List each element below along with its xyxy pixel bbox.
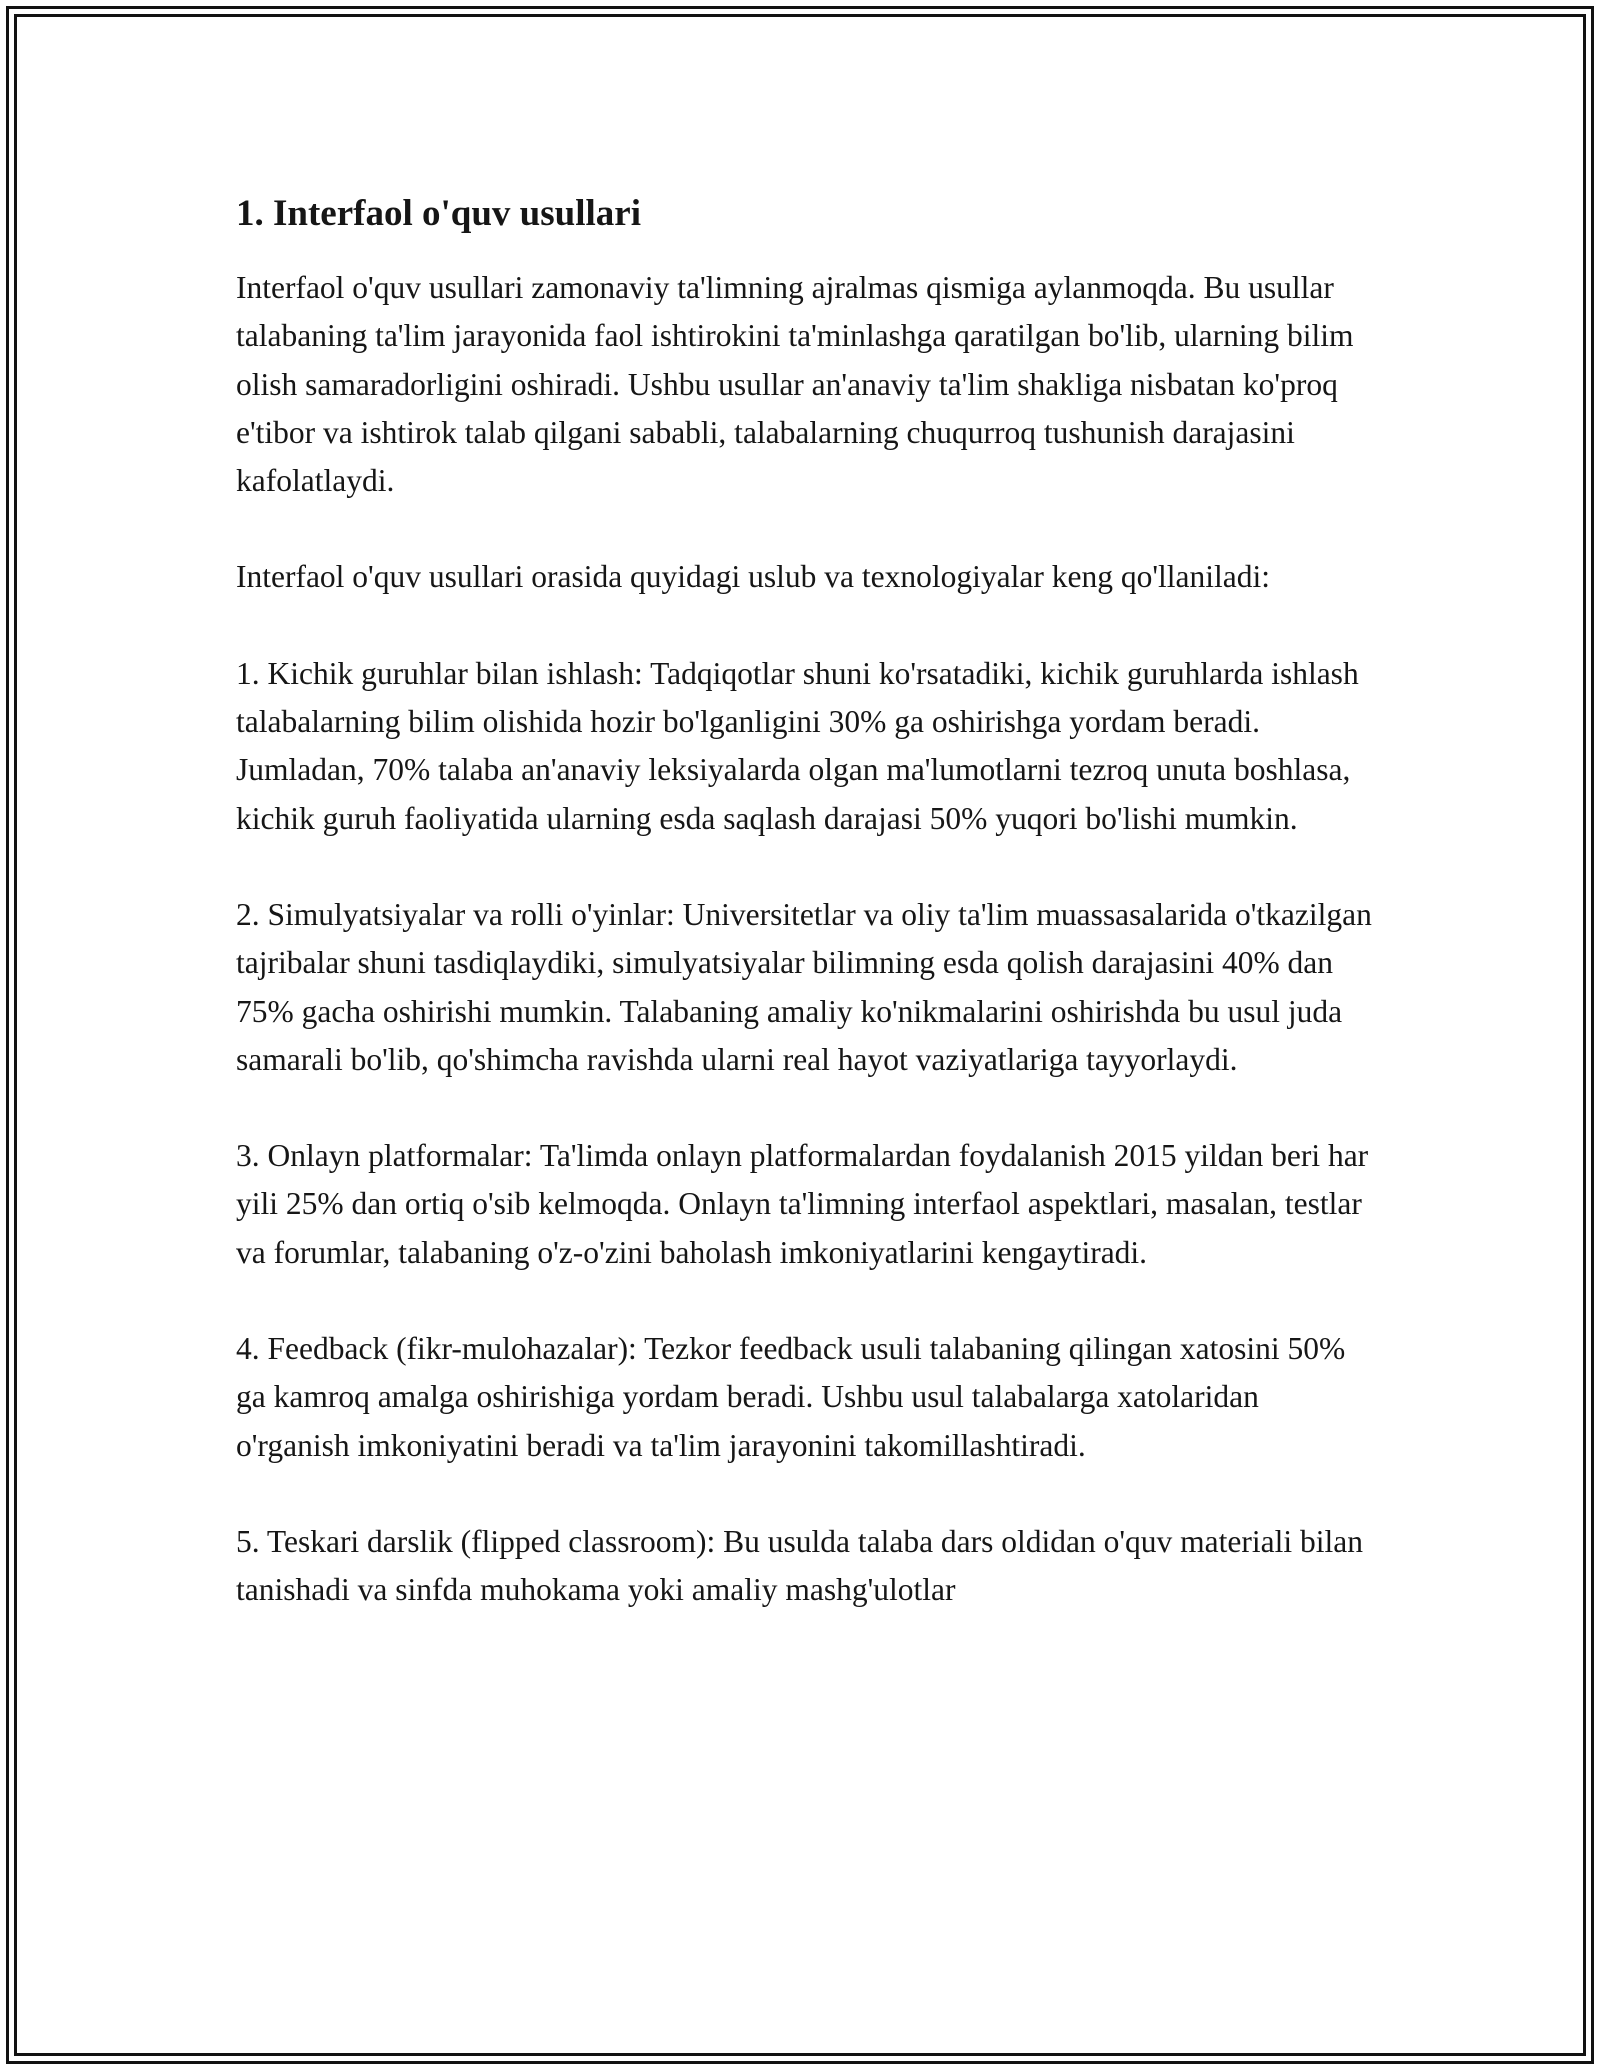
list-item-online-platforms: 3. Onlayn platformalar: Ta'limda onlayn platformalardan foydalanish 2015 yildan beri har yili 25% dan ortiq o'sib kelmoqda. Onlayn ta'limning interfaol aspektlari, masalan, testlar va forumlar, talabaning o'z-o'zini baholash imkoniyatlarini kengaytiradi. (236, 1138, 1369, 1270)
document-body (236, 188, 1376, 1615)
methods-intro-paragraph: Interfaol o'quv usullari orasida quyidagi uslub va texnologiyalar keng qo'llaniladi: (236, 559, 1270, 595)
list-item-simulations: 2. Simulyatsiyalar va rolli o'yinlar: Universitetlar va oliy ta'lim muassasalarida o'tkazilgan tajribalar shuni tasdiqlaydiki, simulyatsiyalar bilimning esda qolish darajasini 40% dan 75% gacha oshirishi mumkin. Talabaning amaliy ko'nikmalarini oshirishda bu usul juda samarali bo'lib, qo'shimcha ravishda ularni real hayot vaziyatlariga tayyorlaydi. (236, 896, 1372, 1077)
intro-paragraph: Interfaol o'quv usullari zamonaviy ta'limning ajralmas qismiga aylanmoqda. Bu usullar talabaning ta'lim jarayonida faol ishtirokini ta'minlashga qaratilgan bo'lib, ularning bilim olish samaradorligini oshiradi. Ushbu usullar an'anaviy ta'lim shakliga nisbatan ko'proq e'tibor va ishtirok talab qilgani sababli, talabalarning chuqurroq tushunish darajasini kafolatlaydi. (236, 270, 1354, 499)
section-heading: 1. Interfaol o'quv usullari (236, 193, 641, 234)
list-item-small-groups: 1. Kichik guruhlar bilan ishlash: Tadqiqotlar shuni ko'rsatadiki, kichik guruhlarda ishlash talabalarning bilim olishida hozir bo'lganligini 30% ga oshirishga yordam beradi. Jumladan, 70% talaba an'anaviy leksiyalarda olgan ma'lumotlarni tezroq unuta boshlasa, kichik guruh faoliyatida ularning esda saqlash darajasi 50% yuqori bo'lishi mumkin. (236, 655, 1359, 836)
list-item-flipped-classroom: 5. Teskari darslik (flipped classroom): Bu usulda talaba dars oldidan o'quv materiali bilan tanishadi va sinfda muhokama yoki amaliy mashg'ulotlar (236, 1523, 1363, 1608)
list-item-feedback: 4. Feedback (fikr-mulohazalar): Tezkor feedback usuli talabaning qilingan xatosini 50% ga kamroq amalga oshirishiga yordam beradi. Ushbu usul talabalarga xatolaridan o'rganish imkoniyatini beradi va ta'lim jarayonini takomillashtiradi. (236, 1331, 1346, 1463)
